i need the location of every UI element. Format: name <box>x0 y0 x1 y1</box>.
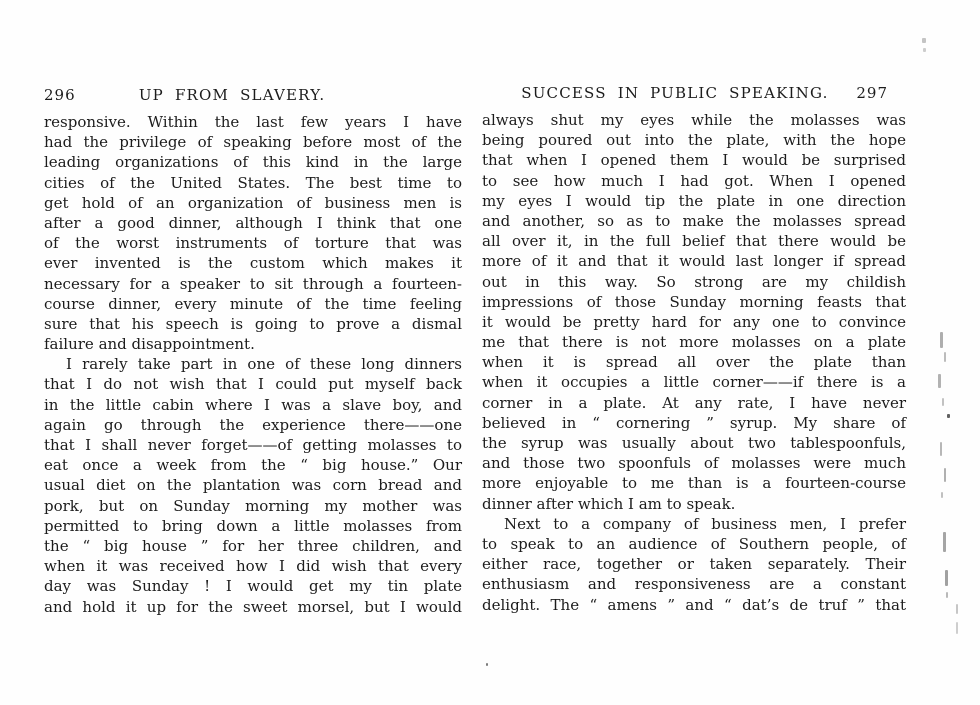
text-line: leading organizations of this kind in the large <box>44 153 462 172</box>
scan-speckle <box>944 468 946 482</box>
text-line: believed in “ cornering ” syrup. My share of <box>482 413 906 432</box>
scan-speckle <box>956 604 958 614</box>
text-line: always shut my eyes while the molasses was <box>482 111 906 129</box>
text-line: after a good dinner, although I think that one <box>44 213 462 232</box>
scan-speckle <box>922 38 926 43</box>
scan-speckle <box>938 374 941 388</box>
text-line: that I do not wish that I could put myself back <box>44 375 462 394</box>
text-line: that when I opened them I would be surprised <box>482 151 906 170</box>
text-line: being poured out into the plate, with the hope <box>482 131 906 150</box>
text-line: that I shall never forget——of getting molasses to <box>44 436 462 454</box>
scan-speckle <box>486 663 488 666</box>
text-line: and another, so as to make the molasses spread <box>482 211 906 230</box>
text-line: all over it, in the full belief that there would be <box>482 232 906 251</box>
text-line: of the worst instruments of torture that was <box>44 234 462 253</box>
scan-speckle <box>944 352 946 362</box>
right-page <box>482 0 906 705</box>
text-line: when it is spread all over the plate than <box>482 353 906 372</box>
left-page-header <box>44 86 462 104</box>
text-line: dinner after which I am to speak. <box>482 494 736 513</box>
text-line: get hold of an organization of business men is <box>44 193 462 212</box>
scan-speckle <box>956 622 958 634</box>
scan-speckle <box>946 592 948 598</box>
text-line: had the privilege of speaking before most of the <box>44 133 462 152</box>
right-page-header <box>482 84 906 102</box>
text-line: to see how much I had got. When I opened <box>482 171 906 190</box>
text-line: and hold it up for the sweet morsel, but I would <box>44 597 462 616</box>
scan-speckle <box>940 442 942 456</box>
text-line: failure and disappointment. <box>44 335 255 354</box>
left-running-title: UP FROM SLAVERY. <box>138 86 326 104</box>
scan-speckle <box>941 492 943 498</box>
text-line: usual diet on the plantation was corn bread and <box>44 476 462 495</box>
scan-speckle <box>942 398 944 406</box>
text-line: and those two spoonfuls of molasses were much <box>482 454 906 473</box>
scan-speckle <box>940 332 943 348</box>
text-line: more enjoyable to me than is a fourteen-course <box>482 474 906 493</box>
scan-speckle <box>947 414 950 418</box>
text-line: pork, but on Sunday morning my mother was <box>44 496 462 515</box>
right-page-number: 297 <box>856 84 888 102</box>
scan-speckle <box>945 570 948 586</box>
left-page-text <box>44 112 462 617</box>
text-line: when it occupies a little corner——if there is a <box>482 373 906 392</box>
text-line: course dinner, every minute of the time feeling <box>44 294 462 313</box>
text-line: corner in a plate. At any rate, I have never <box>482 393 906 412</box>
text-line: enthusiasm and responsiveness are a constant <box>482 575 906 594</box>
text-line: either race, together or taken separately. Their <box>482 555 906 574</box>
text-line: sure that his speech is going to prove a dismal <box>44 314 462 333</box>
text-line: it would be pretty hard for any one to convince <box>482 312 906 331</box>
text-line: when it was received how I did wish that every <box>44 557 462 576</box>
text-line: necessary for a speaker to sit through a fourteen- <box>44 274 462 293</box>
right-running-title: SUCCESS IN PUBLIC SPEAKING. <box>521 84 829 102</box>
text-line: the syrup was usually about two tablespoonfuls, <box>482 434 906 452</box>
text-line: delight. The “ amens ” and “ dat’s de truf ” that <box>482 595 906 614</box>
text-line: again go through the experience there——one <box>44 415 462 434</box>
text-line: impressions of those Sunday morning feasts that <box>482 292 906 311</box>
text-line: me that there is not more molasses on a plate <box>482 333 906 352</box>
text-line: eat once a week from the “ big house.” Our <box>44 456 462 475</box>
text-line: ever invented is the custom which makes it <box>44 254 462 273</box>
text-line: in the little cabin where I was a slave boy, and <box>44 395 462 414</box>
text-line: my eyes I would tip the plate in one direction <box>482 191 906 210</box>
text-line: I rarely take part in one of these long dinners <box>66 355 462 374</box>
right-page-text <box>482 110 906 615</box>
text-line: responsive. Within the last few years I have <box>44 113 462 131</box>
text-line: cities of the United States. The best time to <box>44 173 462 192</box>
left-page-number: 296 <box>44 86 76 104</box>
scan-speckle <box>943 532 946 552</box>
text-line: more of it and that it would last longer if spread <box>482 252 906 271</box>
left-page <box>44 0 462 705</box>
text-line: day was Sunday ! I would get my tin plate <box>44 577 462 596</box>
text-line: out in this way. So strong are my childish <box>482 272 906 291</box>
scan-speckle <box>923 48 926 52</box>
text-line: permitted to bring down a little molasses from <box>44 516 462 535</box>
text-line: the “ big house ” for her three children, and <box>44 536 462 555</box>
text-line: Next to a company of business men, I prefer <box>504 514 906 533</box>
text-line: to speak to an audience of Southern people, of <box>482 534 906 553</box>
